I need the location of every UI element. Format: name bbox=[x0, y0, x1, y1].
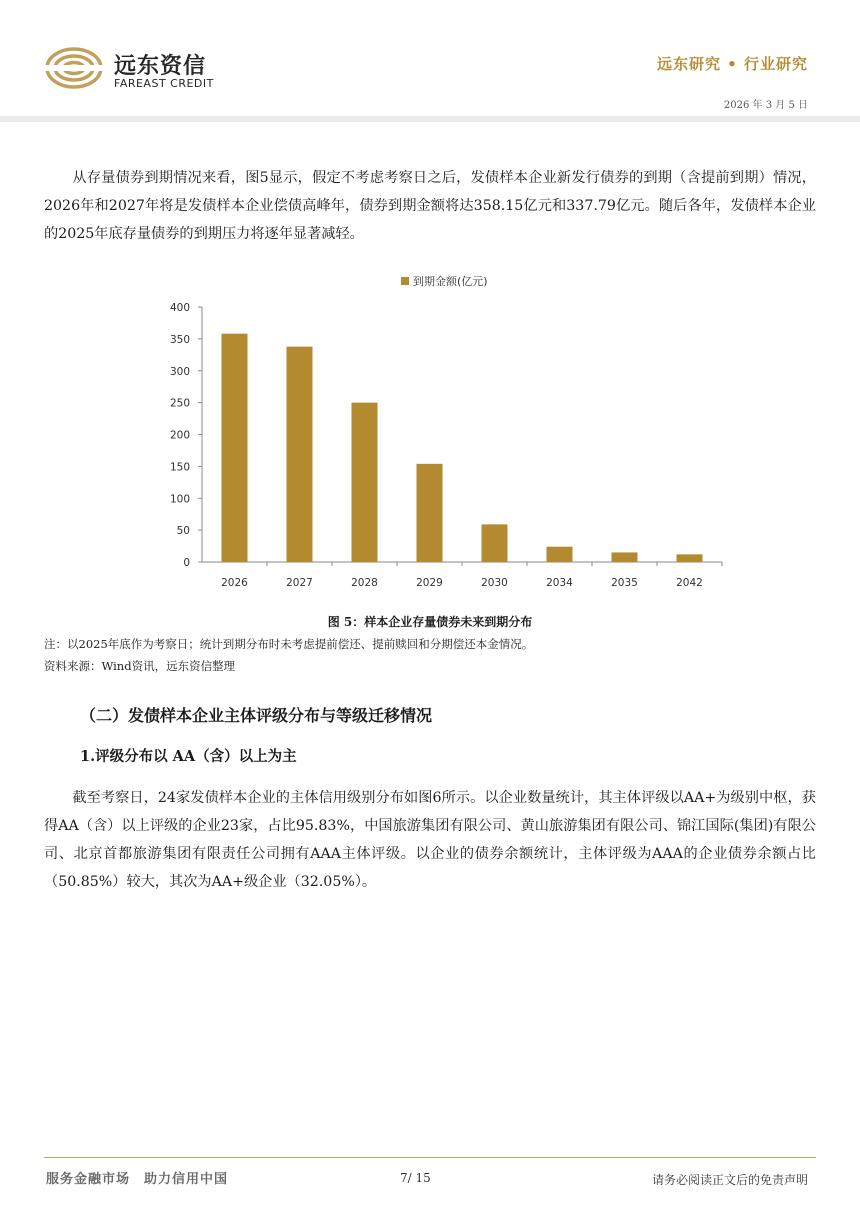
report-section-title: 远东研究 • 行业研究 bbox=[656, 55, 808, 73]
bar bbox=[417, 464, 443, 562]
y-tick-label: 250 bbox=[169, 397, 190, 410]
x-tick-label: 2030 bbox=[481, 577, 508, 589]
x-tick-label: 2028 bbox=[351, 577, 378, 589]
bar bbox=[222, 334, 248, 562]
figure-note: 注：以2025年底作为考察日；统计到期分布时未考虑提前偿还、提前赎回和分期偿还本金情况。 bbox=[44, 637, 534, 651]
footer-slogan: 服务金融市场 助力信用中国 bbox=[46, 1172, 229, 1187]
header-divider bbox=[0, 116, 860, 122]
report-date: 2026 年 3 月 5 日 bbox=[723, 100, 808, 111]
intro-paragraph bbox=[44, 164, 816, 248]
page-number: 7/ 15 bbox=[400, 1171, 431, 1185]
y-tick-label: 300 bbox=[169, 365, 190, 378]
fareast-logo bbox=[44, 46, 104, 90]
y-tick-label: 350 bbox=[169, 333, 190, 346]
x-tick-label: 2042 bbox=[676, 577, 703, 589]
footer-divider bbox=[44, 1157, 816, 1158]
y-tick-label: 100 bbox=[169, 493, 190, 506]
bar bbox=[612, 552, 638, 562]
bar bbox=[547, 547, 573, 562]
x-tick-label: 2034 bbox=[546, 577, 573, 589]
y-tick-label: 400 bbox=[169, 302, 190, 314]
y-tick-label: 0 bbox=[183, 557, 190, 569]
y-tick-label: 50 bbox=[176, 525, 190, 538]
legend-swatch bbox=[401, 277, 409, 285]
figure-source: 资料来源：Wind资讯，远东资信整理 bbox=[44, 659, 236, 673]
brand-name-cn: 远东资信 bbox=[114, 54, 207, 79]
y-tick-label: 150 bbox=[169, 461, 190, 474]
brand-name-en: FAREAST CREDIT bbox=[114, 77, 214, 90]
x-tick-label: 2026 bbox=[221, 577, 248, 589]
legend-label: 到期金额(亿元) bbox=[413, 275, 488, 288]
maturity-bar-chart bbox=[154, 262, 734, 608]
bar bbox=[352, 403, 378, 562]
figure-caption: 图 5：样本企业存量债券未来到期分布 bbox=[327, 615, 533, 629]
disclaimer-notice: 请务必阅读正文后的免责声明 bbox=[651, 1173, 808, 1187]
intro-text: 从存量债券到期情况来看，图5显示，假定不考虑考察日之后，发债样本企业新发行债券的到期（含提前到期）情况，2026年和2027年将是发债样本企业偿债高峰年，债券到期金额将达358.15亿元和337.79亿元。随后各年，发债样本企业的2025年底存量债券的到期压力将逐年显著减轻。 bbox=[44, 170, 816, 242]
bar bbox=[677, 554, 703, 562]
bar bbox=[482, 524, 508, 562]
x-tick-label: 2027 bbox=[286, 577, 313, 589]
bar bbox=[287, 347, 313, 562]
x-tick-label: 2029 bbox=[416, 577, 443, 589]
y-tick-label: 200 bbox=[169, 429, 190, 442]
section-heading: （二）发债样本企业主体评级分布与等级迁移情况 bbox=[80, 706, 433, 725]
x-tick-label: 2035 bbox=[611, 577, 638, 589]
rating-paragraph bbox=[44, 784, 816, 896]
rating-text: 截至考察日，24家发债样本企业的主体信用级别分布如图6所示。以企业数量统计，其主体评级以AA+为级别中枢，获得AA（含）以上评级的企业23家，占比95.83%，中国旅游集团有限公司、黄山旅游集团有限公司、锦江国际(集团)有限公司、北京首都旅游集团有限责任公司拥有AAA主体评级。以企业的债券余额统计，主体评级为AAA的企业债券余额占比（50.85%）较大，其次为AA+级企业（32.05%）。 bbox=[44, 790, 816, 890]
subsection-heading: 1.评级分布以 AA（含）以上为主 bbox=[80, 748, 297, 765]
